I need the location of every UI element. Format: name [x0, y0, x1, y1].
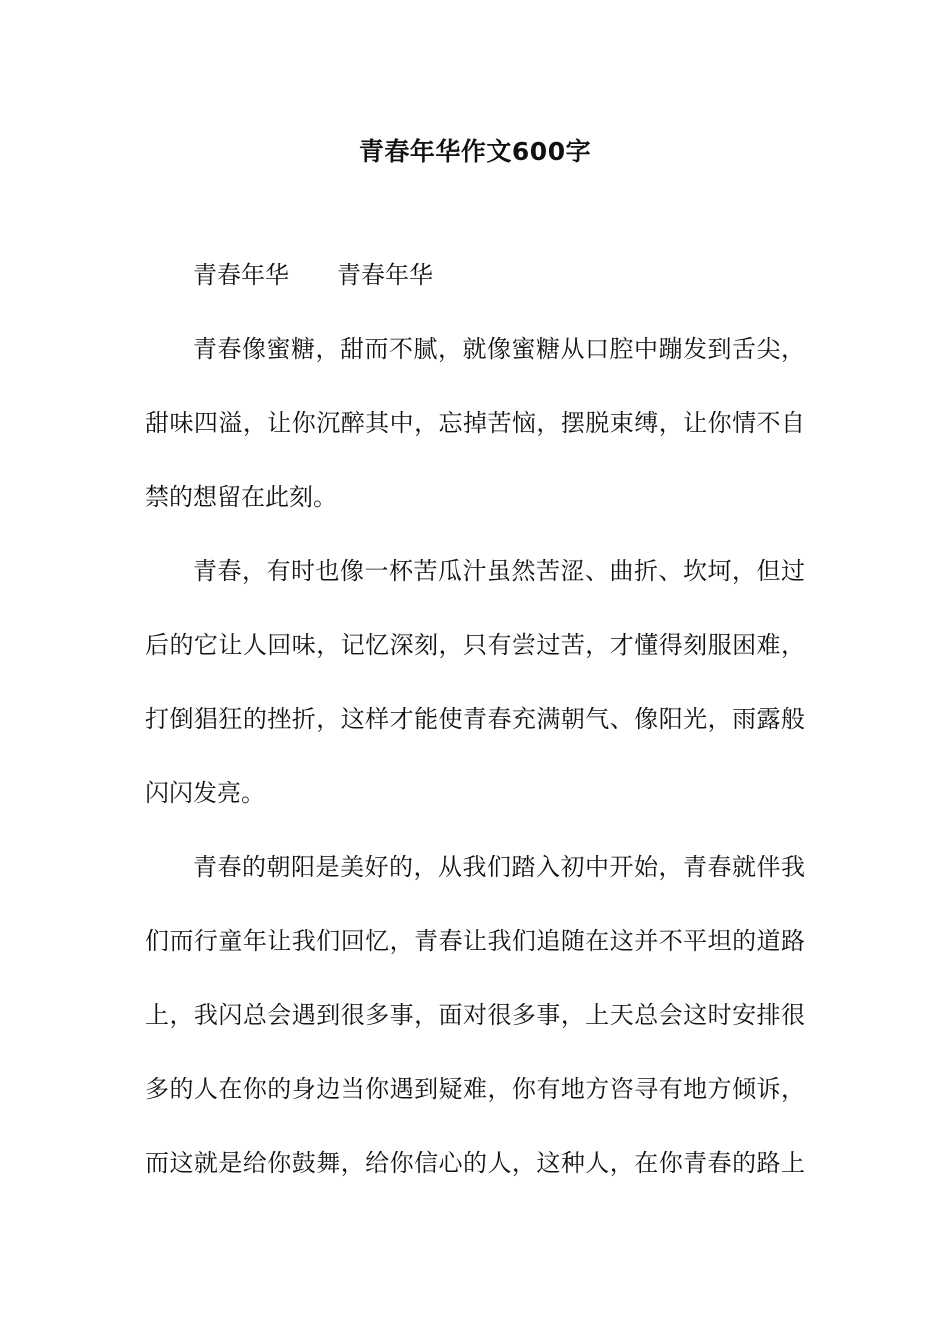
text-line: 青春的朝阳是美好的，从我们踏入初中开始，青春就伴我	[193, 853, 805, 881]
text-line: 们而行童年让我们回忆，青春让我们追随在这并不平坦的道路	[145, 927, 805, 955]
text-line: 打倒猖狂的挫折，这样才能使青春充满朝气、像阳光，雨露般	[145, 705, 805, 733]
paragraph-3	[145, 849, 805, 1182]
document-title: 青春年华作文600字	[358, 137, 592, 166]
paragraph-2	[145, 553, 805, 812]
heading-left: 青春年华	[193, 261, 289, 289]
text-line: 闪闪发亮。	[145, 779, 265, 807]
document-body	[145, 257, 805, 1219]
text-line	[145, 257, 805, 294]
text-line: 而这就是给你鼓舞，给你信心的人，这种人，在你青春的路上	[145, 1149, 805, 1177]
heading-line	[145, 257, 805, 294]
heading-right: 青春年华	[337, 261, 433, 289]
text-line: 青春，有时也像一杯苦瓜汁虽然苦涩、曲折、坎坷，但过	[193, 557, 805, 585]
text-line: 多的人在你的身边当你遇到疑难，你有地方咨寻有地方倾诉，	[145, 1075, 805, 1103]
paragraph-1	[145, 331, 805, 516]
text-line: 后的它让人回味，记忆深刻，只有尝过苦，才懂得刻服困难，	[145, 631, 805, 659]
text-line: 青春像蜜糖，甜而不腻，就像蜜糖从口腔中蹦发到舌尖，	[193, 335, 805, 363]
text-line: 甜味四溢，让你沉醉其中，忘掉苦恼，摆脱束缚，让你情不自	[145, 409, 805, 437]
text-line: 禁的想留在此刻。	[145, 483, 337, 511]
text-line: 上，我闪总会遇到很多事，面对很多事，上天总会这时安排很	[145, 1001, 805, 1029]
